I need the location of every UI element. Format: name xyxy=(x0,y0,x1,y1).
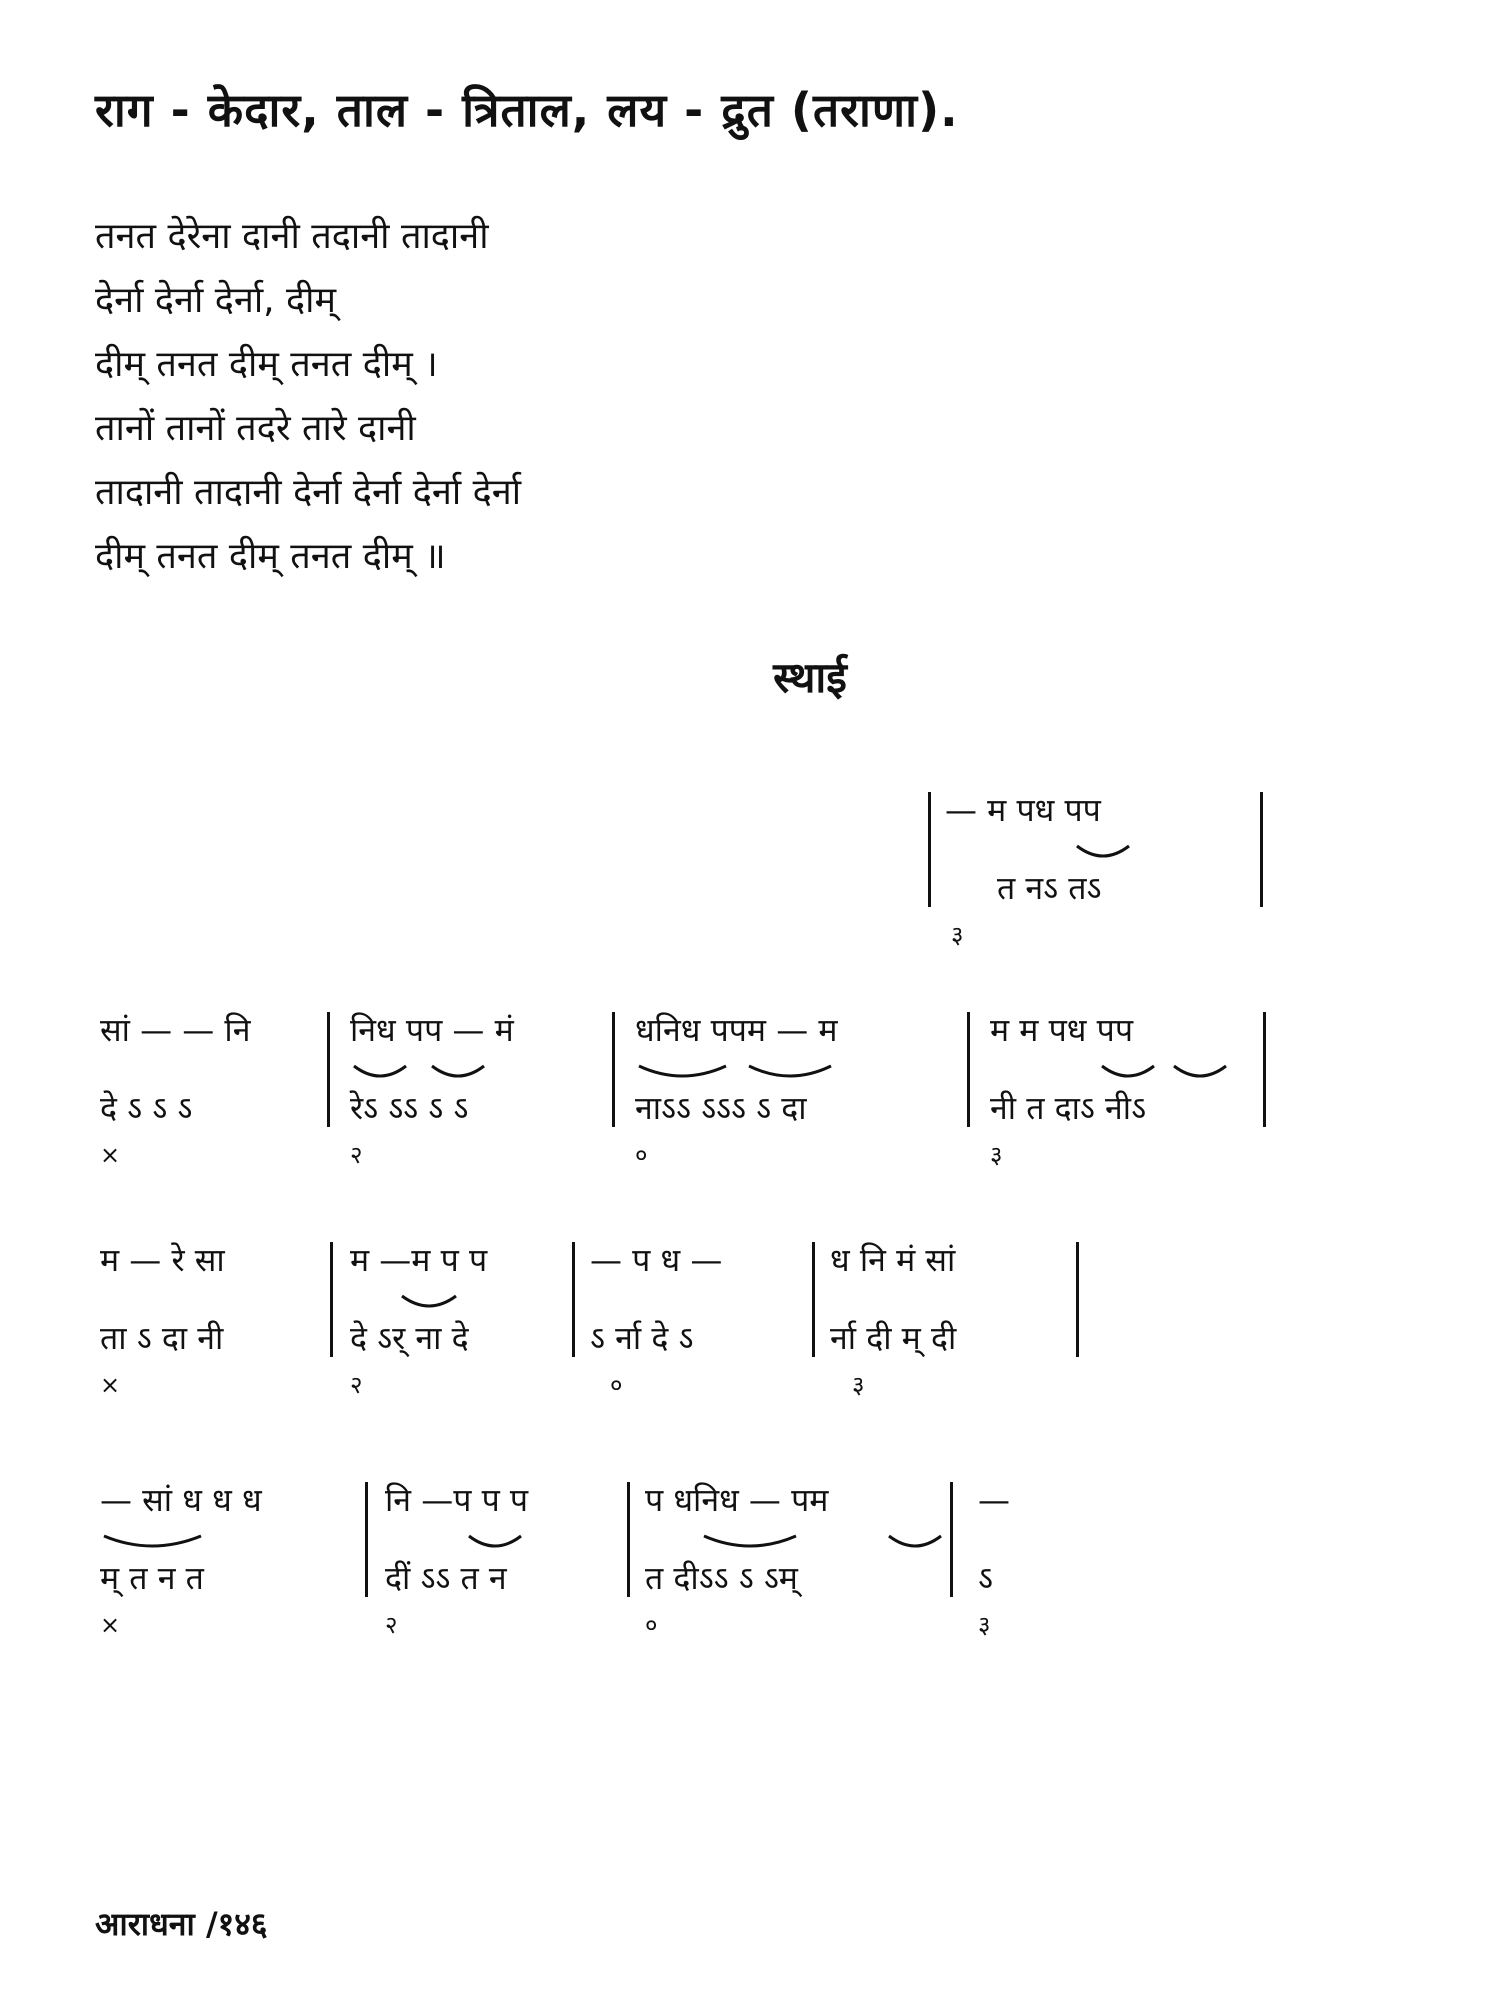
bol-line: ऽ र्ना दे ऽ xyxy=(590,1319,694,1357)
slur-mark xyxy=(635,1062,730,1084)
swar-line: म — रे सा xyxy=(100,1241,225,1279)
taal-mark: × xyxy=(100,1611,121,1639)
bar-line xyxy=(1263,1012,1266,1127)
bol-line: म् त न त xyxy=(100,1559,204,1597)
raag-title: राग - केदार, ताल - त्रिताल, लय - द्रुत (तराणा). xyxy=(95,83,959,137)
notation-row-1 xyxy=(0,1010,1500,1210)
taal-mark: × xyxy=(100,1141,121,1169)
bol-line: रेऽ ऽऽ ऽ ऽ xyxy=(350,1089,469,1127)
swar-line: म —म प प xyxy=(350,1241,488,1279)
lyric-line: दीम् तनत दीम् तनत दीम् । xyxy=(95,344,438,385)
bol-line: नाऽऽ ऽऽऽ ऽ दा xyxy=(635,1089,807,1127)
bol-line: दे ऽर् ना दे xyxy=(350,1319,469,1357)
taal-mark: × xyxy=(100,1371,121,1399)
slur-mark xyxy=(1098,1062,1158,1084)
bar-line xyxy=(612,1012,615,1127)
bar-line xyxy=(627,1482,630,1597)
taal-mark: ३ xyxy=(951,921,964,949)
taal-mark: २ xyxy=(350,1141,363,1169)
page-footer: आराधना /१४६ xyxy=(95,1905,268,1943)
bar-line xyxy=(572,1242,575,1357)
slur-mark xyxy=(100,1532,205,1554)
bar-line xyxy=(365,1482,368,1597)
slur-mark xyxy=(428,1062,488,1084)
bar-line xyxy=(950,1482,953,1597)
swar-line: नि —प प प xyxy=(385,1481,529,1519)
bol-line: त नऽ तऽ xyxy=(997,869,1102,907)
swar-line: प धनिध — पम xyxy=(645,1481,829,1519)
lyric-line: तानों तानों तदरे तारे दानी xyxy=(95,408,416,449)
slur-mark xyxy=(465,1532,525,1554)
notation-row-3 xyxy=(0,1480,1500,1680)
swar-line: — म पध पप xyxy=(945,791,1101,829)
bol-line: र्ना दी म् दी xyxy=(830,1319,957,1357)
bar-line xyxy=(327,1012,330,1127)
swar-line: धनिध पपम — म xyxy=(635,1011,838,1049)
slur-mark xyxy=(885,1532,945,1554)
bol-line: दे ऽ ऽ ऽ xyxy=(100,1089,193,1127)
taal-mark: ३ xyxy=(978,1611,991,1639)
lyric-line: देर्ना देर्ना देर्ना, दीम् xyxy=(95,280,337,321)
bar-line xyxy=(928,792,931,907)
swar-line: निध पप — मं xyxy=(350,1011,514,1049)
slur-mark xyxy=(745,1062,835,1084)
taal-mark: २ xyxy=(385,1611,398,1639)
taal-mark: ३ xyxy=(852,1371,865,1399)
bol-line: ऽ xyxy=(978,1559,993,1597)
swar-line: ध नि मं सां xyxy=(830,1241,956,1279)
bol-line: त दीऽऽ ऽ ऽम् xyxy=(645,1559,798,1597)
lyric-line: दीम् तनत दीम् तनत दीम् ॥ xyxy=(95,536,446,577)
taal-mark: ० xyxy=(635,1141,648,1169)
bar-line xyxy=(1076,1242,1079,1357)
taal-mark: २ xyxy=(350,1371,363,1399)
lyric-line: तनत देरेना दानी तदानी तादानी xyxy=(95,216,489,257)
swar-line: सां — — नि xyxy=(100,1011,251,1049)
slur-mark xyxy=(1170,1062,1230,1084)
swar-line: — xyxy=(978,1481,1010,1519)
bar-line xyxy=(812,1242,815,1357)
taal-mark: ३ xyxy=(990,1141,1003,1169)
lyrics-block xyxy=(95,205,521,589)
bar-line xyxy=(330,1242,333,1357)
swar-line: म म पध पप xyxy=(990,1011,1133,1049)
bar-line xyxy=(967,1012,970,1127)
slur-mark xyxy=(398,1292,460,1314)
lyric-line: तादानी तादानी देर्ना देर्ना देर्ना देर्ना xyxy=(95,472,522,513)
taal-mark: ० xyxy=(610,1371,623,1399)
taal-mark: ० xyxy=(645,1611,658,1639)
bol-line: दीं ऽऽ त न xyxy=(385,1559,507,1597)
bol-line: नी त दाऽ नीऽ xyxy=(990,1089,1147,1127)
slur-mark xyxy=(350,1062,410,1084)
notation-pickup-row xyxy=(0,790,1500,990)
slur-mark xyxy=(700,1532,800,1554)
swar-line: — सां ध ध ध xyxy=(100,1481,262,1519)
swar-line: — प ध — xyxy=(590,1241,723,1279)
notation-row-2 xyxy=(0,1240,1500,1440)
bar-line xyxy=(1260,792,1263,907)
sthayi-heading: स्थाई xyxy=(773,653,847,702)
bol-line: ता ऽ दा नी xyxy=(100,1319,224,1357)
slur-mark xyxy=(1073,842,1133,864)
